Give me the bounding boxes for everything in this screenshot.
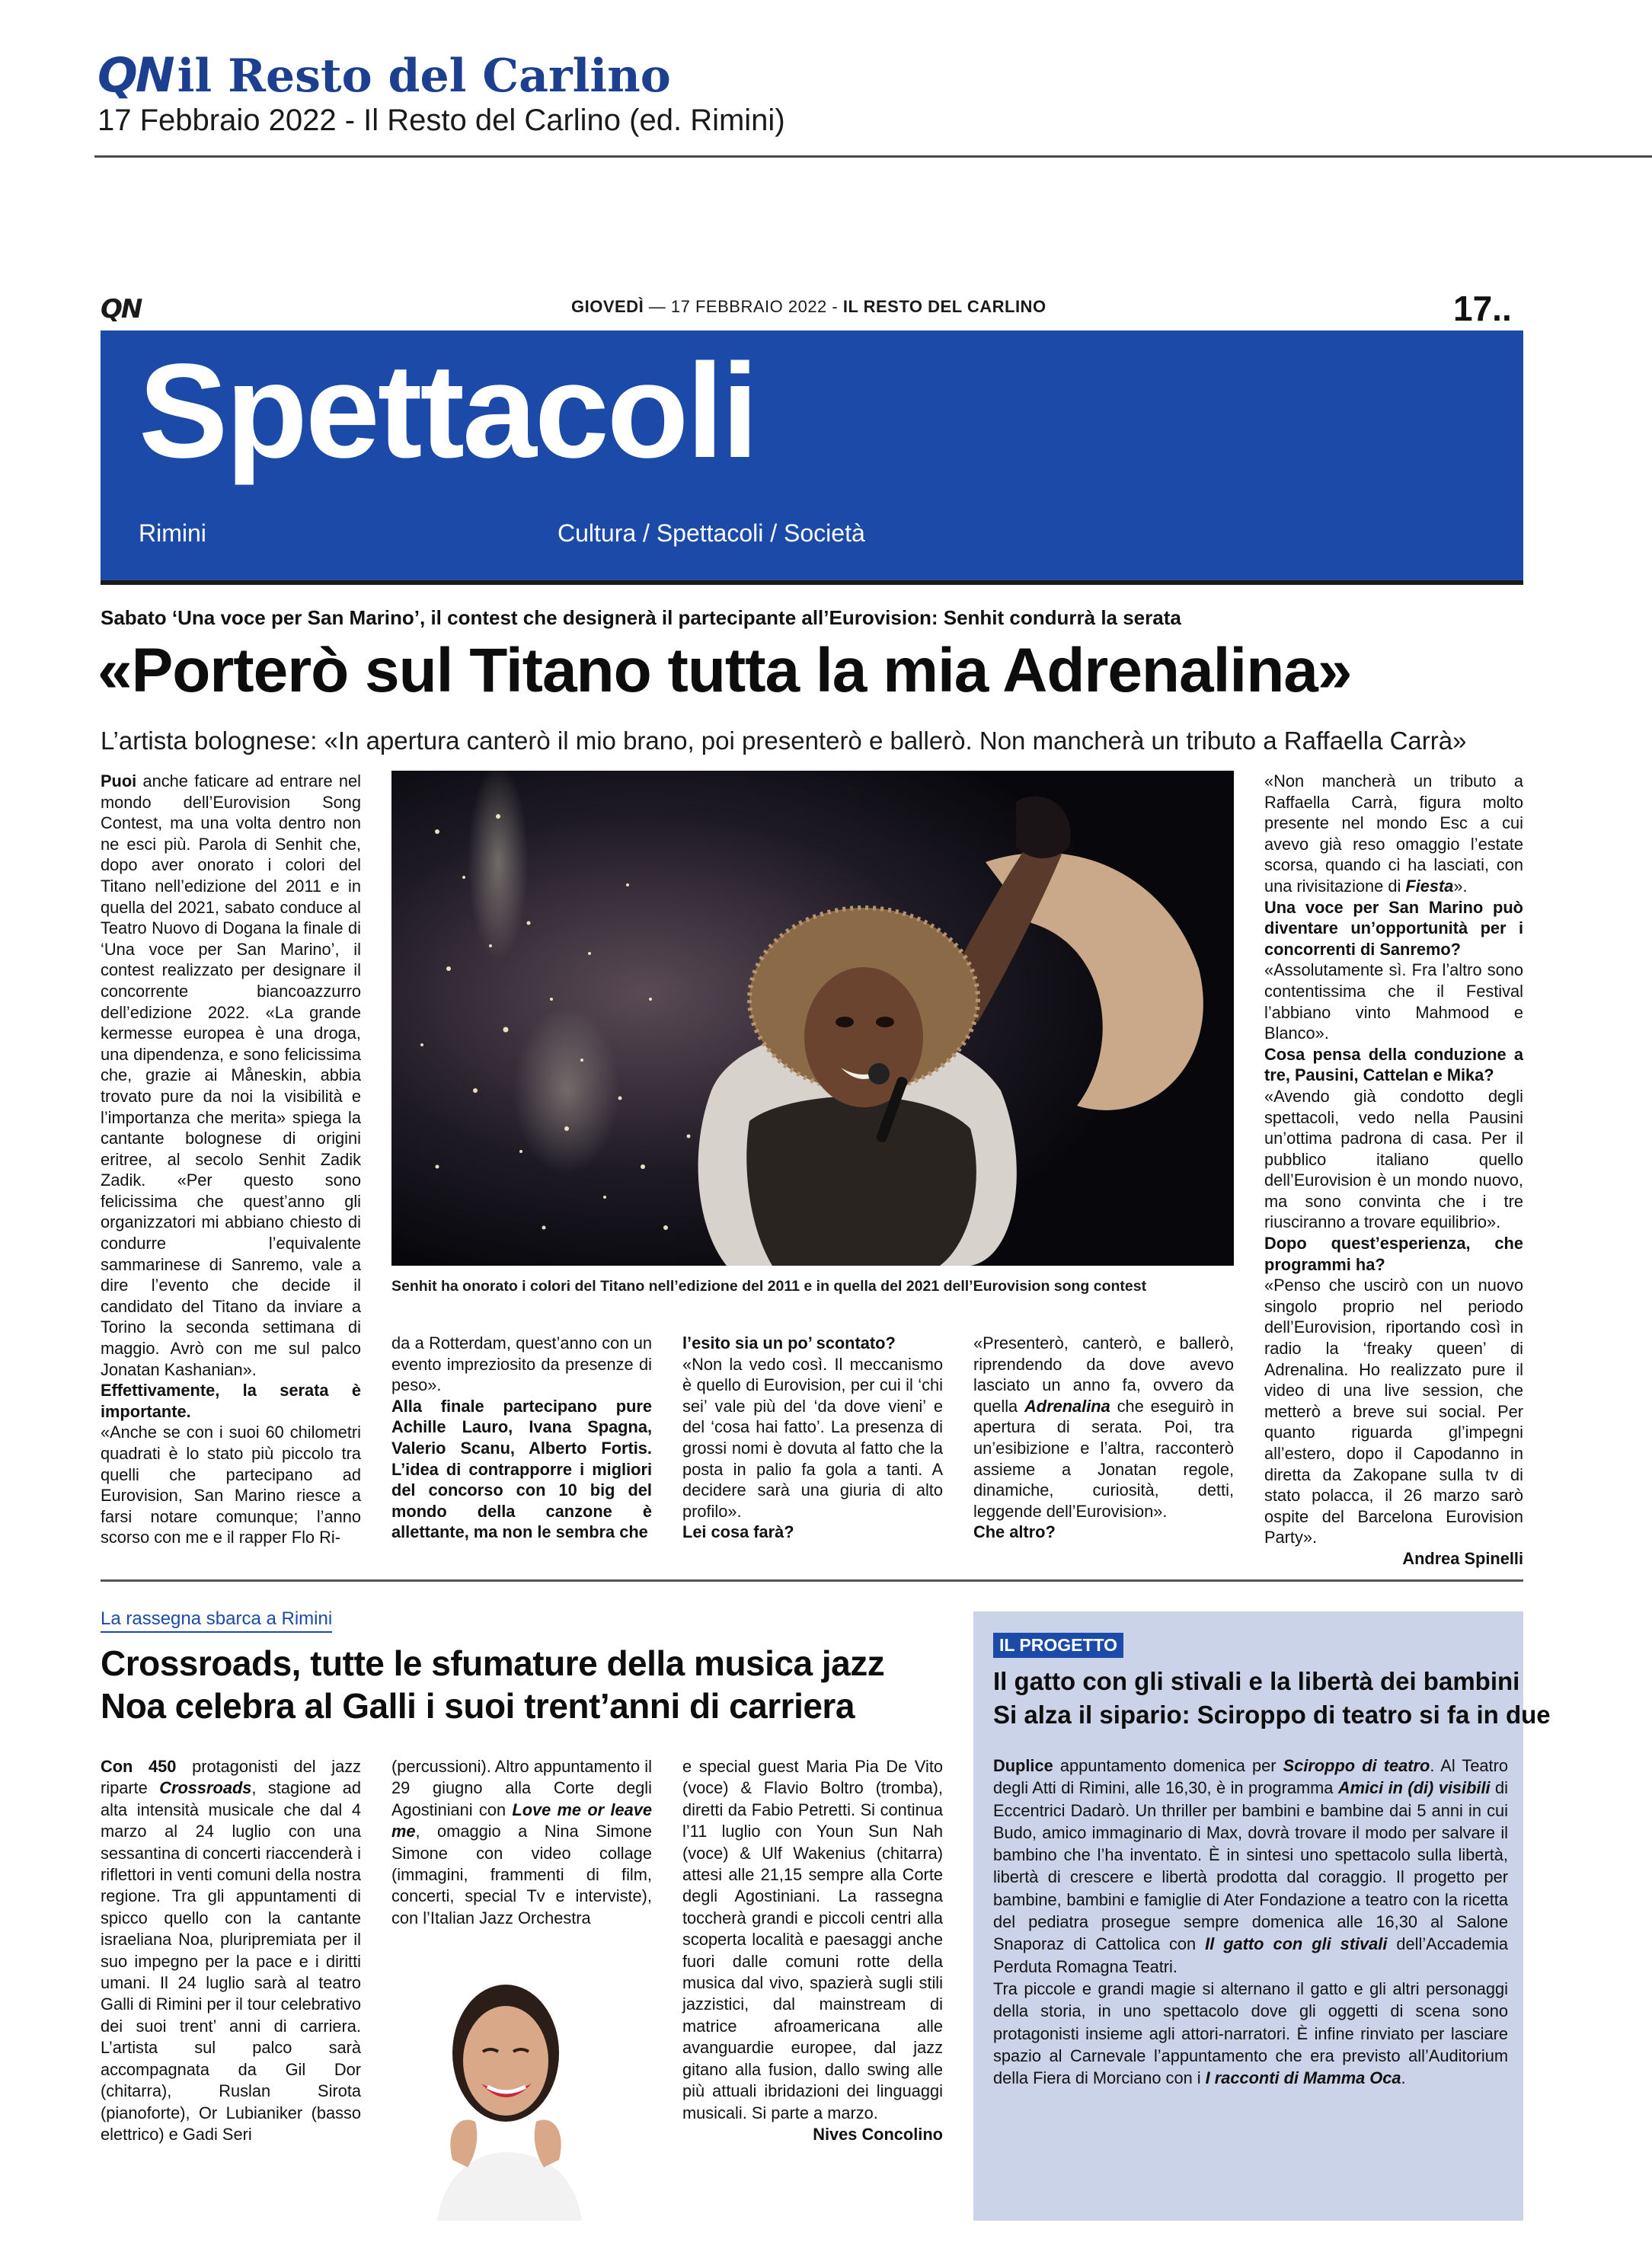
portrait-illustration bbox=[391, 1962, 620, 2221]
jazz-column-1 bbox=[101, 1756, 361, 2145]
project-headline bbox=[993, 1665, 1551, 1732]
section-divider bbox=[101, 1579, 1523, 1582]
dateline-day: GIOVEDÌ bbox=[571, 297, 644, 316]
interview-question: Effettivamente, la serata è importante. bbox=[101, 1381, 361, 1421]
paragraph-text: che eseguirò in apertura di serata. Poi, tra un’esibizione e l’altra, racconterò assieme a Jonatan regole, dinamiche, curiosità, detti, leggende dell’Eurovision». bbox=[973, 1396, 1235, 1521]
project-tag: IL PROGETTO bbox=[993, 1633, 1123, 1658]
page-dateline bbox=[571, 297, 1046, 317]
paragraph bbox=[1264, 771, 1523, 897]
photo-illustration bbox=[391, 771, 1234, 1266]
lead-word: Duplice bbox=[993, 1756, 1053, 1775]
page-qn-mark: QN bbox=[101, 294, 142, 324]
section-subsections: Cultura / Spettacoli / Società bbox=[558, 519, 865, 547]
paragraph-text: Tra piccole e grandi magie si alternano il gatto e gli altri personaggi della storia, in uno spettacolo dove gli oggetti di scena sono protagonisti insieme agli attori-narratori. È infine rinviato per lasciare spazio al Carnevale l’appuntamento che era previsto all’Auditorium della Fiera di Morciano con i bbox=[993, 1979, 1508, 2088]
paragraph-text: (percussioni). Altro appuntamento il 29 giugno alla Corte degli Agostiniani con bbox=[391, 1757, 652, 1819]
paragraph bbox=[993, 1755, 1508, 1978]
paragraph: da a Rotterdam, quest’anno con un evento impreziosito da presenze di peso». bbox=[391, 1333, 652, 1395]
paragraph-text: appuntamento domenica per bbox=[1053, 1756, 1283, 1775]
project-name: Sciroppo di teatro bbox=[1283, 1756, 1430, 1775]
paragraph-text: , stagione ad alta intensità musicale che dal 4 marzo al 24 luglio con una sessantina di concerti riaccenderà i riflettori in venti comuni della nostra regione. Tra gli appuntamenti di spicco quello con la cantante israeliana Noa, pluripremiata per il suo impegno per la pace e i diritti umani. Il 24 luglio sarà al teatro Galli di Rimini per il tour celebrativo dei suoi trent’ anni di carriera. L’artista sul palco sarà accompagnata da Gil Dor (chitarra), Ruslan Sirota (pianoforte), Or Lubianiker (basso elettrico) e Gadi Seri bbox=[101, 1778, 362, 2144]
article-column-5 bbox=[1264, 771, 1523, 1570]
song-title: Adrenalina bbox=[1024, 1396, 1110, 1416]
dateline-paper: IL RESTO DEL CARLINO bbox=[842, 297, 1046, 316]
clipping-source-line: 17 Febbraio 2022 - Il Resto del Carlino (ed. Rimini) bbox=[97, 104, 785, 137]
festival-name: Crossroads bbox=[159, 1778, 252, 1798]
newspaper-logo bbox=[97, 38, 671, 103]
song-title: Fiesta bbox=[1405, 876, 1454, 896]
jazz-headline bbox=[101, 1642, 884, 1727]
section-edition: Rimini bbox=[139, 519, 206, 547]
paragraph-text: . Al Teatro degli Atti di Rimini, alle 16,30, è in programma bbox=[993, 1756, 1508, 1798]
article-headline: «Porterò sul Titano tutta la mia Adrenalina» bbox=[97, 636, 1352, 705]
interview-question: Dopo quest’esperienza, che programmi ha? bbox=[1264, 1234, 1523, 1274]
interview-question: Cosa pensa della conduzione a tre, Pausini, Cattelan e Mika? bbox=[1264, 1044, 1523, 1085]
paragraph bbox=[973, 1333, 1234, 1522]
paragraph: «Avendo già condotto degli spettacoli, vedo nella Pausini un’ottima padrona di casa. Per il pubblico italiano quello dell’Eurovision è un mondo nuovo, ma sono convinta che i tre riusciranno a trovare equilibrio». bbox=[1264, 1086, 1523, 1232]
show-title: Il gatto con gli stivali bbox=[1205, 1934, 1388, 1954]
project-body bbox=[993, 1755, 1508, 2089]
article-column-1 bbox=[101, 771, 361, 1548]
jazz-byline: Nives Concolino bbox=[813, 2124, 943, 2144]
paragraph-text: «Presenterò, canterò, e ballerò, riprendendo da dove avevo lasciato un anno fa, ovvero da quella bbox=[973, 1333, 1234, 1416]
article-byline: Andrea Spinelli bbox=[1402, 1548, 1523, 1568]
paragraph: «Penso che uscirò con un nuovo singolo proprio nel periodo dell’Eurovision, riportando così in radio la ‘freaky queen’ di Adrenalina. Ho realizzato pure il video di una live session, che metterò a breve sui social. Per quanto riguarda gl’impegni all’estero, dopo il Capodanno in diretta da Zakopane sulla tv di stato polacca, il 26 marzo sarò ospite del Barcelona Eurovision Party». bbox=[1264, 1276, 1523, 1547]
article-column-2 bbox=[391, 1333, 652, 1543]
project-headline-line-2: Si alza il sipario: Sciroppo di teatro si fa in due bbox=[993, 1701, 1551, 1729]
lead-word: Con 450 bbox=[101, 1757, 177, 1776]
paragraph-text: ». bbox=[1453, 876, 1468, 896]
interview-question: Che altro? bbox=[973, 1522, 1056, 1542]
logo-title: il Resto del Carlino bbox=[177, 50, 671, 103]
article-column-4 bbox=[973, 1333, 1234, 1543]
show-title: Love me or leave me bbox=[391, 1800, 652, 1841]
interview-question: l’esito sia un po’ scontato? bbox=[682, 1333, 896, 1353]
paragraph: «Assolutamente sì. Fra l’altro sono contentissima che il Festival l’abbiano vinto Mahmood e Blanco». bbox=[1264, 960, 1523, 1043]
qn-logo-mark: QN bbox=[97, 47, 173, 103]
page-number: 17.. bbox=[1453, 289, 1512, 328]
paragraph-text: protagonisti del jazz riparte bbox=[101, 1757, 361, 1798]
project-headline-line-1: Il gatto con gli stivali e la libertà dei bambini bbox=[993, 1667, 1520, 1695]
article-kicker: Sabato ‘Una voce per San Marino’, il contest che designerà il partecipante all’Eurovision: Senhit condurrà la serata bbox=[101, 606, 1181, 629]
jazz-column-2 bbox=[391, 1756, 652, 1929]
header-divider bbox=[94, 155, 1652, 158]
paragraph: e special guest Maria Pia De Vito (voce) & Flavio Boltro (tromba), diretti da Fabio Petretti. Si continua l’11 luglio con Youn Sun Nah (voce) & Ulf Wakenius (chitarra) attesi alle 21,15 sempre alla Corte degli Agostiniani. La rassegna toccherà grandi e piccoli centri alla scoperta località e paesaggi anche fuori dalle comuni rotte della musica dal vivo, spazierà sugli stili jazzistici, dal mainstream di matrice afroamericana alle avanguardie europee, dal jazz gitano alla fusion, dallo swing alle più attuali ibridazioni dei linguaggi musicali. Si parte a marzo. bbox=[682, 1757, 943, 2122]
paragraph-text: «Non mancherà un tributo a Raffaella Carrà, figura molto presente nel mondo Esc a cui avevo già reso omaggio l’estate scorsa, quando ci ha lasciati, con una rivisitazione di bbox=[1264, 771, 1523, 896]
section-title: Spettacoli bbox=[139, 337, 757, 486]
paragraph-text: di Eccentrici Dadarò. Un thriller per bambini e bambine dai 5 anni in cui Budo, amico immaginario di Max, dovrà trovare il modo per salvare il bambino che l’ha inventato. È in sintesi uno spettacolo sulla libertà, libertà di crescere e libertà prodotta dal coraggio. Il progetto per bambine, bambini e famiglie di Ater Fondazione a teatro con la ricetta del pediatra prosegue sempre domenica alle 16,30 al Salone Snaporaz di Cattolica con bbox=[993, 1778, 1508, 1954]
jazz-kicker: La rassegna sbarca a Rimini bbox=[101, 1608, 332, 1633]
paragraph bbox=[993, 1978, 1508, 2089]
article-subheadline: L’artista bolognese: «In apertura canterò il mio brano, poi presenterò e ballerò. Non mancherà un tributo a Raffaella Carrà» bbox=[101, 727, 1467, 755]
interview-question: Una voce per San Marino può diventare un’opportunità per i concorrenti di Sanremo? bbox=[1264, 897, 1523, 959]
performer-photo bbox=[391, 771, 1234, 1266]
paragraph-text: , omaggio a Nina Simone Simone con video collage (immagini, frammenti di film, concerti, special Tv e interviste), con l’Italian Jazz Orchestra bbox=[391, 1822, 652, 1927]
interview-question: Lei cosa farà? bbox=[682, 1522, 794, 1542]
jazz-column-3 bbox=[682, 1756, 943, 2145]
paragraph: «Non la vedo così. Il meccanismo è quello di Eurovision, per cui il ‘chi sei’ vale più del ‘da dove vieni’ e del ‘cosa hai fatto’. La presenza di grossi nomi è dovuta al fatto che la posta in palio fa gola a tanti. A decidere sarà una giuria di alto profilo». bbox=[682, 1354, 943, 1521]
noa-portrait bbox=[391, 1962, 620, 2221]
paragraph bbox=[101, 771, 361, 1380]
interview-question: Alla finale partecipano pure Achille Lauro, Ivana Spagna, Valerio Scanu, Alberto Fortis. L’idea di contrapporre i migliori del concorso con 10 big del mondo della canzone è allettante, ma non le sembra che bbox=[391, 1396, 652, 1542]
dateline-date: — 17 FEBBRAIO 2022 - bbox=[644, 297, 843, 316]
article-column-3 bbox=[682, 1333, 943, 1543]
paragraph-text: anche faticare ad entrare nel mondo dell’Eurovision Song Contest, ma una volta dentro non ne esci più. Parola di Senhit che, dopo aver onorato i colori del Titano nell’edizione del 2011 e in quella del 2021, sabato conduce al Teatro Nuovo di Dogana la finale di ‘Una voce per San Marino’, il contest realizzato per designare il concorrente biancoazzurro dell’edizione 2022. «La grande kermesse europea è una droga, una dipendenza, e sono felicissima che, grazie ai Måneskin, abbia trovato pure da noi la visibilità e l’importanza che merita» spiega la cantante bolognese di origini eritree, al secolo Senhit Zadik Zadik. «Per questo sono felicissima che quest’anno gli organizzatori mi abbiano chiesto di condurre l’equivalente sammarinese di Sanremo, vale a dire l’evento che decide il candidato del Titano da inviare a Torino la seconda settimana di maggio. Avrò con me sul palco Jonatan Kashanian». bbox=[101, 771, 361, 1379]
show-title: I racconti di Mamma Oca bbox=[1205, 2068, 1401, 2088]
jazz-headline-line-1: Crossroads, tutte le sfumature della musica jazz bbox=[101, 1643, 885, 1683]
paragraph: «Anche se con i suoi 60 chilometri quadrati è lo stato più piccolo tra quelli che partecipano ad Eurovision, San Marino riesce a farsi notare comunque; l’anno scorso con me e il rapper Flo Ri- bbox=[101, 1423, 361, 1547]
lead-word: Puoi bbox=[101, 771, 137, 790]
jazz-headline-line-2: Noa celebra al Galli i suoi trent’anni di carriera bbox=[101, 1686, 855, 1726]
photo-caption: Senhit ha onorato i colori del Titano nell’edizione del 2011 e in quella del 2021 dell’Eurovision song contest bbox=[391, 1278, 1147, 1295]
paragraph-text: dell’Accademia Perduta Romagna Teatri. bbox=[993, 1934, 1508, 1976]
show-title: Amici in (di) visibili bbox=[1337, 1778, 1491, 1798]
banner-bottom-rule bbox=[101, 580, 1523, 585]
paragraph-text: . bbox=[1401, 2068, 1406, 2088]
